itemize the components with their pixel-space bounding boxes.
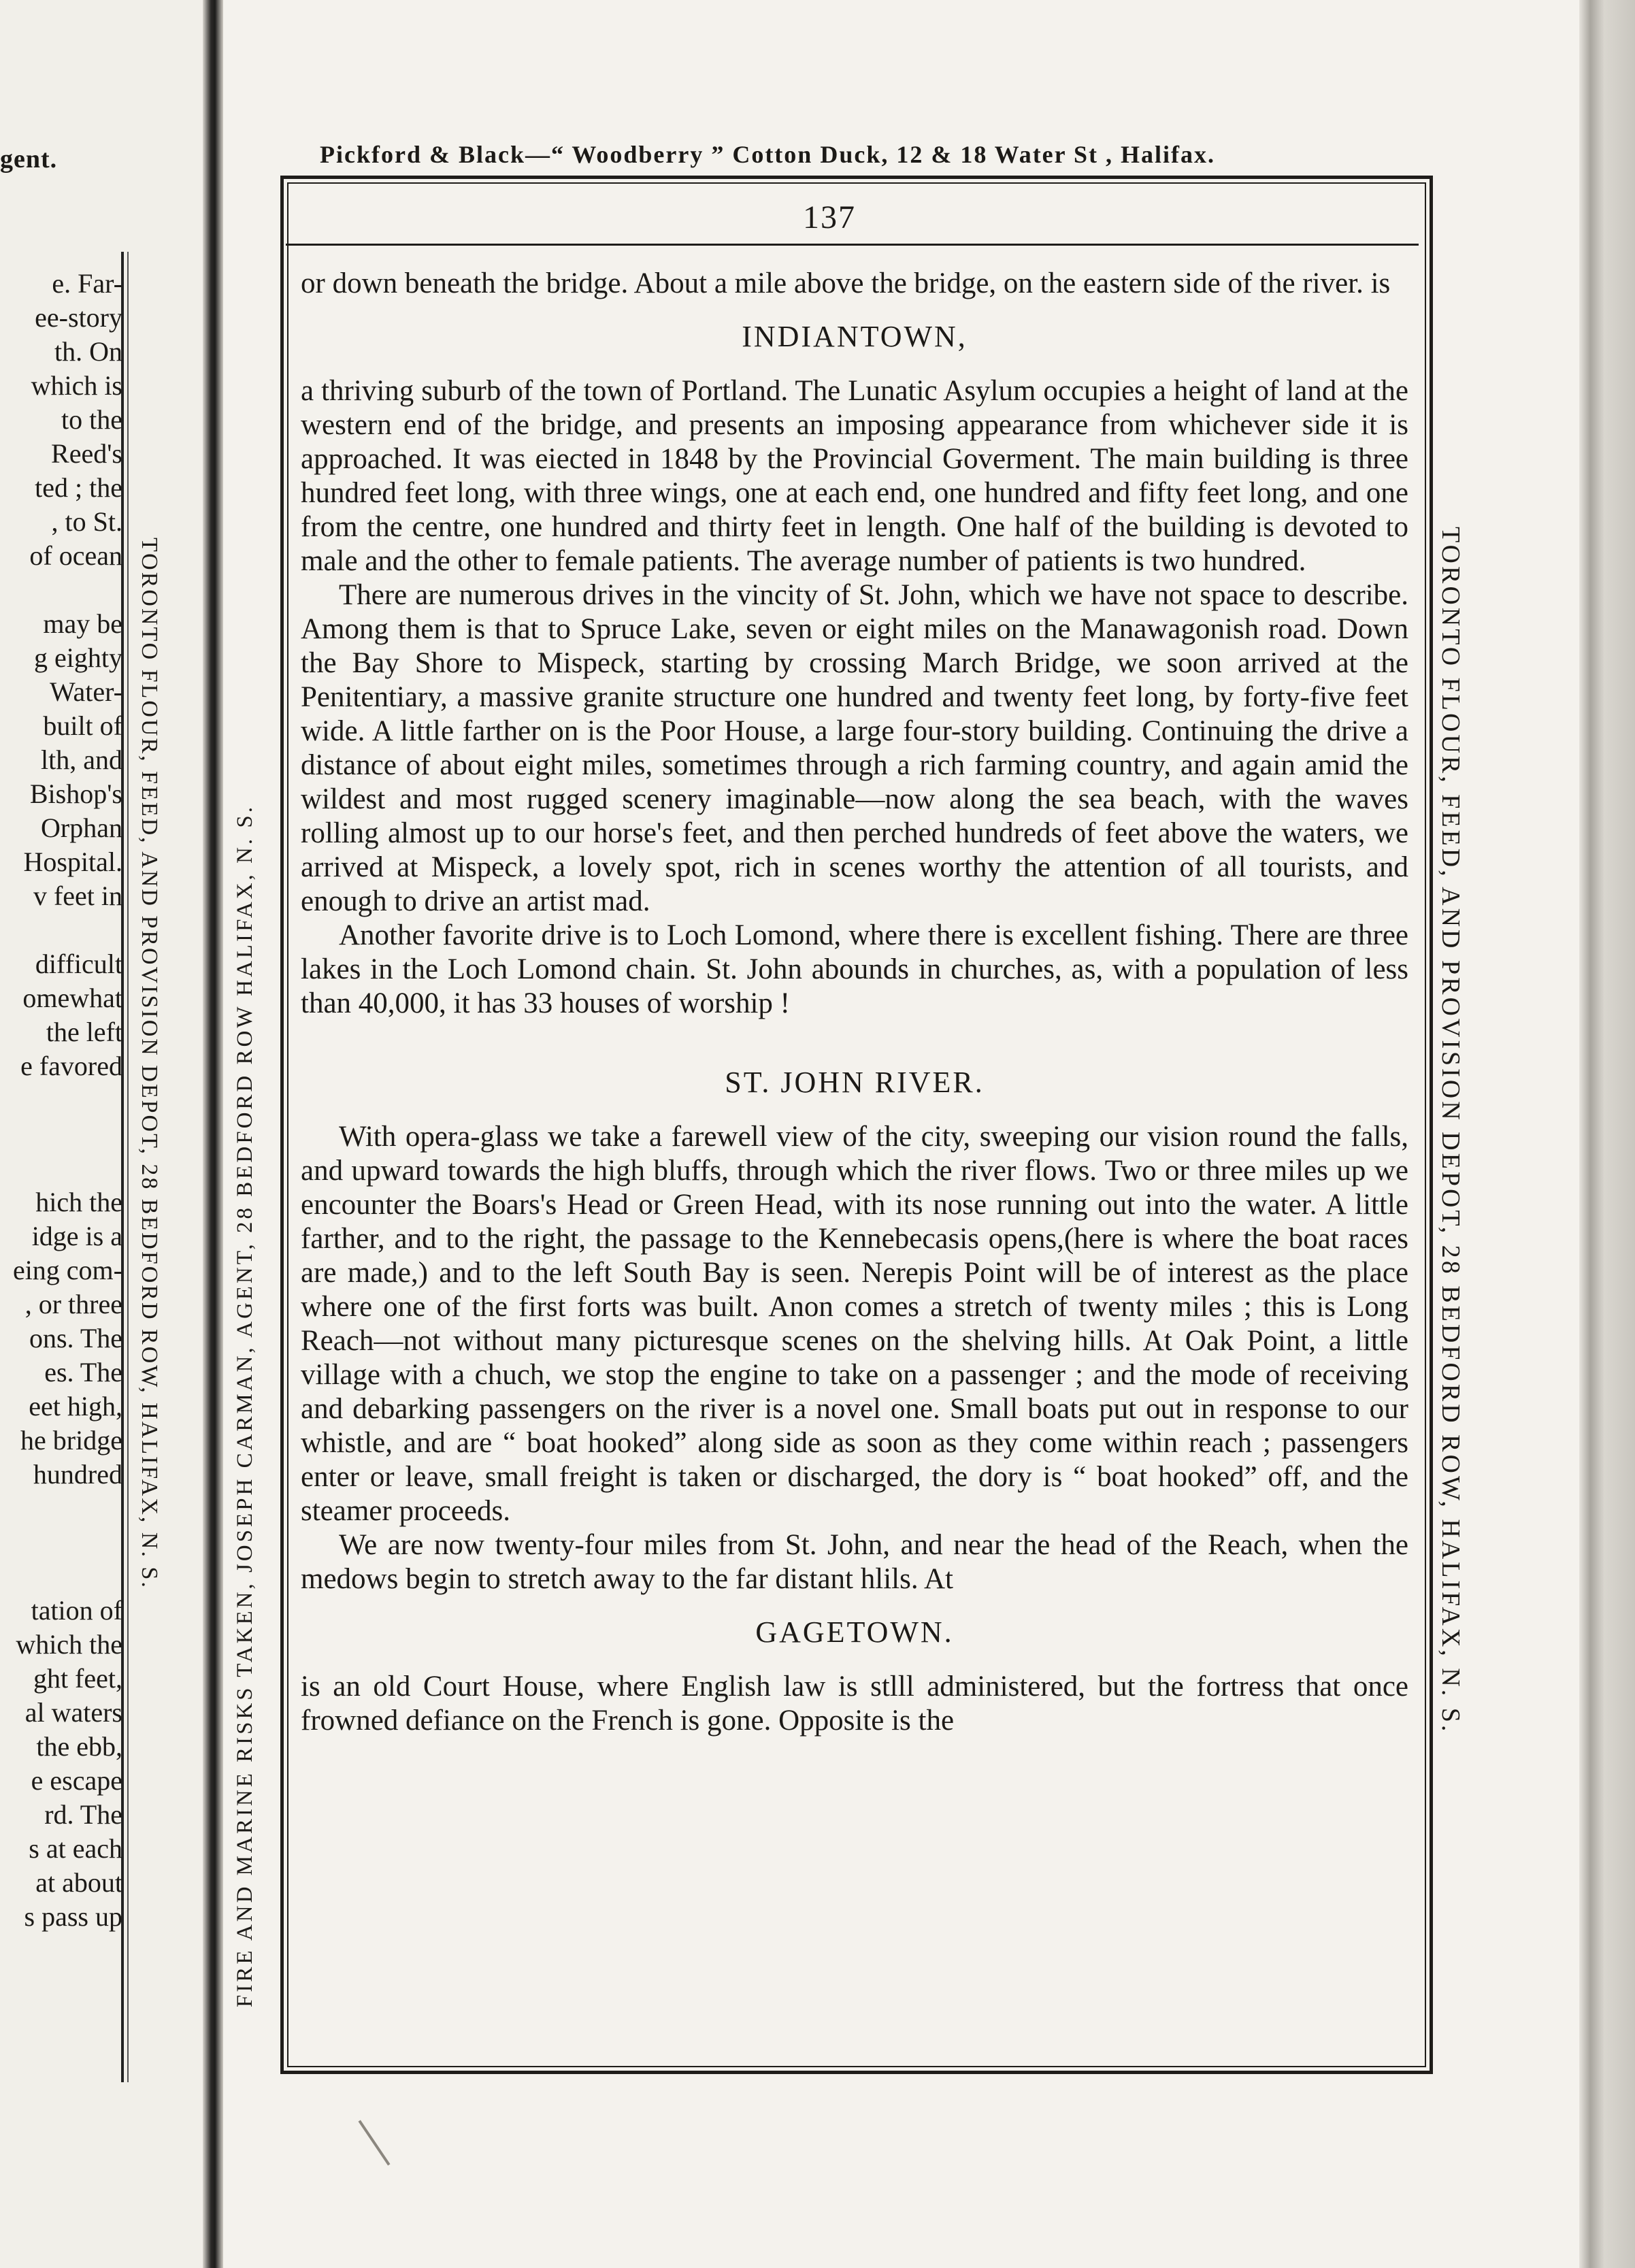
article-body: [301, 267, 1408, 1738]
left-page-block-5: [7, 1594, 122, 1934]
left-page-line: hundred: [33, 1459, 122, 1490]
paper-mark: [359, 2120, 391, 2166]
left-page-line: al waters: [24, 1697, 122, 1728]
left-page-line: of ocean: [29, 540, 122, 571]
left-page-line: Bishop's: [29, 778, 122, 809]
left-page-frame-rule-inner: [127, 252, 129, 2082]
left-page-block-3: [7, 947, 122, 1083]
left-page-line: s at each: [29, 1833, 122, 1864]
left-page-line: he bridge: [20, 1425, 122, 1456]
left-facing-page: [0, 0, 203, 2268]
side-advertisement-left: FIRE AND MARINE RISKS TAKEN, JOSEPH CARMAN, AGENT, 28 BEDFORD ROW HALIFAX, N. S.: [233, 804, 257, 2007]
left-page-line: omewhat: [22, 983, 122, 1013]
paragraph-3: There are numerous drives in the vincity of St. John, which we have not space to describe. Among them is that to Spruce Lake, seven or eight miles on the Manawagonish road. Down the Bay Shore to Mispeck, starting by crossing March Bridge, we soon arrived at the Penitentiary, a massive granite structure one hundred and twenty feet long, by forty-five feet wide. A little farther on is the Poor House, a large four-story building. Continuing the drive a distance of about eight miles, sometimes through a rich farming country, and again amid the wildest and most rugged scenery imaginable—now along the sea beach, with the waves rolling almost up to our horse's feet, and then perched hundreds of feet above the waters, we arrived at Mispeck, a lovely spot, rich in scenes worthy the attention of all tourists, and enough to drive an artist mad.: [301, 579, 1408, 917]
left-page-line: Water-: [49, 676, 122, 707]
left-page-running-head: gent.: [0, 145, 58, 174]
left-page-line: idge is a: [31, 1221, 122, 1251]
left-page-line: to the: [61, 404, 122, 435]
left-page-block-1: [7, 267, 122, 573]
left-page-line: built of: [43, 710, 122, 741]
left-page-line: tation of: [31, 1595, 122, 1626]
left-page-line: , to St.: [51, 506, 122, 537]
paragraph-7: is an old Court House, where English law is stlll administered, but the fortress that once frowned defiance on the French is gone. Opposite is the: [301, 1671, 1408, 1737]
heading-gagetown: GAGETOWN.: [755, 1615, 954, 1649]
page-number: 137: [803, 199, 856, 235]
left-page-line: at about: [35, 1867, 122, 1898]
left-page-block-2: [7, 607, 122, 913]
paragraph-5: With opera-glass we take a farewell view of the city, sweeping our vision round the falls, and upward towards the high bluffs, through which the river flows. Two or three miles up we encounter the Boars's Head or Green Head, with its nose running out into the water. A little farther, and to the right, the passage to the Kennebecasis opens,(here is where the boat races are made,) and to the left South Bay is seen. Nerepis Point will be of interest as the place where one of the first forts was built. Anon comes a stretch of twenty miles ; this is Long Reach—not without many picturesque scenes on the shelving hills. At Oak Point, a little village with a chuch, we stop the engine to take on a passenger ; and the mode of receiving and debarking passengers on the river is a novel one. Small boats put out in response to our whistle, and are “ boat hooked” along side as soon as they come within reach ; passengers enter or leave, small freight is taken or discharged, the dory is “ boat hooked” off, and the steamer proceeds.: [301, 1121, 1408, 1527]
book-gutter: [203, 0, 223, 2268]
paragraph-1: or down beneath the bridge. About a mile above the bridge, on the eastern side of the river. is: [301, 267, 1391, 299]
left-page-line: e escape: [31, 1765, 122, 1796]
left-page-line: which is: [31, 370, 122, 401]
left-page-line: the left: [46, 1017, 122, 1047]
left-page-line: which the: [16, 1629, 122, 1660]
left-page-line: ons. The: [29, 1323, 122, 1353]
left-page-line: ee-story: [35, 302, 122, 333]
page-edge: [1579, 0, 1635, 2268]
left-page-line: may be: [43, 608, 122, 639]
paragraph-2: a thriving suburb of the town of Portland. The Lunatic Asylum occupies a height of land at the western end of the bridge, and presents an imposing appearance from whichever side it is approached. It was eiected in 1848 by the Provincial Goverment. The main building is three hundred feet long, with three wings, one at each end, one hundred and fifty feet long, and one from the centre, one hundred and thirty feet in length. One half of the building is devoted to male and the other to female patients. The average number of patients is two hundred.: [301, 375, 1408, 577]
heading-indiantown: INDIANTOWN,: [742, 320, 968, 353]
left-page-line: eet high,: [29, 1391, 122, 1421]
left-page-line: eing com-: [12, 1255, 122, 1285]
left-page-line: Hospital.: [23, 847, 122, 877]
left-page-line: Orphan: [41, 812, 122, 843]
left-page-line: , or three: [24, 1289, 122, 1319]
left-page-line: the ebb,: [36, 1731, 122, 1762]
left-page-block-4: [7, 1185, 122, 1492]
left-page-line: difficult: [35, 949, 122, 979]
left-page-line: v feet in: [33, 881, 122, 911]
left-page-line: rd. The: [44, 1799, 122, 1830]
left-page-text-fragments: [7, 267, 122, 1968]
left-page-line: Reed's: [51, 438, 122, 469]
left-page-line: th. On: [54, 336, 122, 367]
paragraph-4: Another favorite drive is to Loch Lomond, where there is excellent fishing. There are three lakes in the Loch Lomond chain. St. John abounds in churches, as, with a population of less than 40,000, it has 33 houses of worship !: [301, 919, 1408, 1019]
left-page-line: es. The: [44, 1357, 122, 1387]
left-page-line: s pass up: [24, 1901, 122, 1932]
left-page-line: e. Far-: [52, 268, 122, 299]
side-advertisement-right: TORONTO FLOUR, FEED, AND PROVISION DEPOT, 28 BEDFORD ROW, HALIFAX, N. S.: [1436, 527, 1465, 1735]
heading-st-john-river: ST. JOHN RIVER.: [725, 1066, 985, 1099]
paragraph-6: We are now twenty-four miles from St. John, and near the head of the Reach, when the medows begin to stretch away to the far distant hlils. At: [301, 1529, 1408, 1595]
left-page-line: hich the: [35, 1187, 122, 1217]
left-page-line: ted ; the: [35, 472, 122, 503]
left-page-line: lth, and: [41, 744, 122, 775]
left-page-line: e favored: [20, 1051, 122, 1081]
left-page-line: ght feet,: [33, 1663, 122, 1694]
left-page-line: g eighty: [34, 642, 122, 673]
left-page-side-advertisement: TORONTO FLOUR, FEED, AND PROVISION DEPOT, 28 BEDFORD ROW, HALIFAX, N. S.: [137, 538, 162, 1590]
running-head-advertisement: Pickford & Black—“ Woodberry ” Cotton Duck, 12 & 18 Water St , Halifax.: [320, 141, 1215, 168]
